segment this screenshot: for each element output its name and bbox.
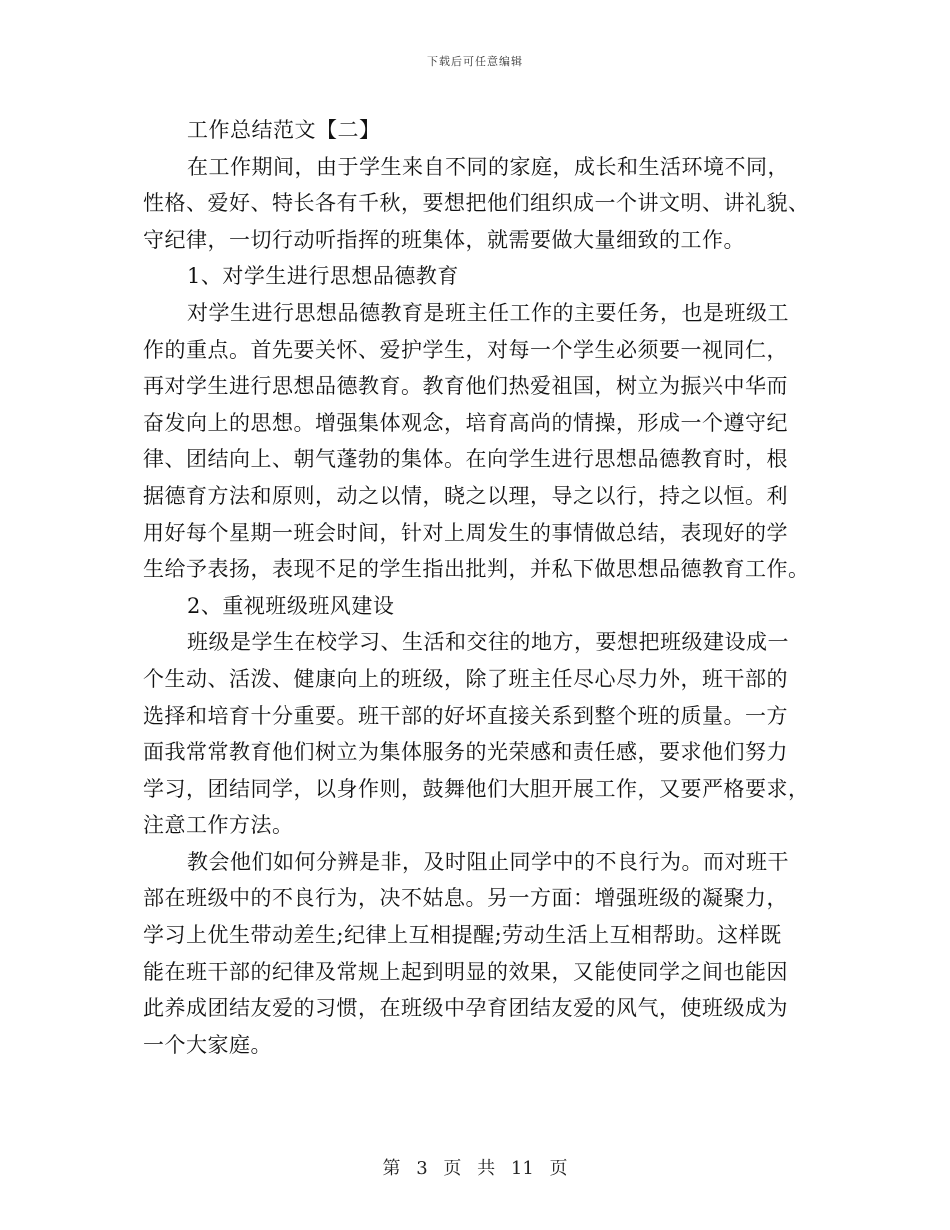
header-note: 下载后可任意编辑 [427,55,523,68]
footer-label-ye-2: 页 [549,1158,568,1179]
paragraph-line: 一个大家庭。 [143,1032,272,1057]
subheading: 2、重视班级班风建设 [187,593,395,618]
paragraph-line: 注意工作方法。 [143,813,294,838]
document-body [143,112,813,1063]
paragraph-line: 个生动、活泼、健康向上的班级，除了班主任尽心尽力外，班干部的 [143,666,788,691]
paragraph-line: 用好每个星期一班会时间，针对上周发生的事情做总结，表现好的学 [143,520,788,545]
paragraph-line: 选择和培育十分重要。班干部的好坏直接关系到整个班的质量。一方 [143,703,788,728]
paragraph-line: 此养成团结友爱的习惯，在班级中孕育团结友爱的风气，使班级成为 [143,996,788,1021]
paragraph-line: 面我常常教育他们树立为集体服务的光荣感和责任感，要求他们努力 [143,740,788,765]
footer-label-gong: 共 [477,1158,496,1179]
current-page-number: 3 [416,1158,428,1179]
paragraph-line: 性格、爱好、特长各有千秋，要想把他们组织成一个讲文明、讲礼貌、 [143,191,810,216]
paragraph-line: 守纪律，一切行动听指挥的班集体，就需要做大量细致的工作。 [143,227,745,252]
footer-label-di: 第 [382,1158,401,1179]
paragraph-line: 班级是学生在校学习、生活和交往的地方，要想把班级建设成一 [187,630,789,655]
footer-label-ye: 页 [443,1158,462,1179]
section-title: 工作总结范文【二】 [187,118,381,142]
paragraph-line: 律、团结向上、朝气蓬勃的集体。在向学生进行思想品德教育时，根 [143,447,788,472]
paragraph-line: 奋发向上的思想。增强集体观念，培育高尚的情操，形成一个遵守纪 [143,410,788,435]
page-footer [0,1154,950,1180]
subheading: 1、对学生进行思想品德教育 [187,264,459,289]
paragraph-line: 生给予表扬，表现不足的学生指出批判，并私下做思想品德教育工作。 [143,557,810,582]
paragraph-line: 对学生进行思想品德教育是班主任工作的主要任务，也是班级工 [187,300,789,325]
paragraph-line: 据德育方法和原则，动之以情，晓之以理，导之以行，持之以恒。利 [143,483,788,508]
paragraph-line: 部在班级中的不良行为，决不姑息。另一方面：增强班级的凝聚力， [143,886,788,911]
paragraph-line: 能在班干部的纪律及常规上起到明显的效果，又能使同学之间也能因 [143,959,788,984]
total-page-number: 11 [510,1158,534,1179]
paragraph-line: 学习，团结同学，以身作则，鼓舞他们大胆开展工作，又要严格要求， [143,776,810,801]
paragraph-line: 作的重点。首先要关怀、爱护学生，对每一个学生必须要一视同仁， [143,337,788,362]
paragraph-line: 再对学生进行思想品德教育。教育他们热爱祖国，树立为振兴中华而 [143,374,788,399]
paragraph-line: 在工作期间，由于学生来自不同的家庭，成长和生活环境不同， [187,154,789,179]
paragraph-line: 教会他们如何分辨是非，及时阻止同学中的不良行为。而对班干 [187,849,789,874]
paragraph-line: 学习上优生带动差生;纪律上互相提醒;劳动生活上互相帮助。这样既 [143,923,782,948]
